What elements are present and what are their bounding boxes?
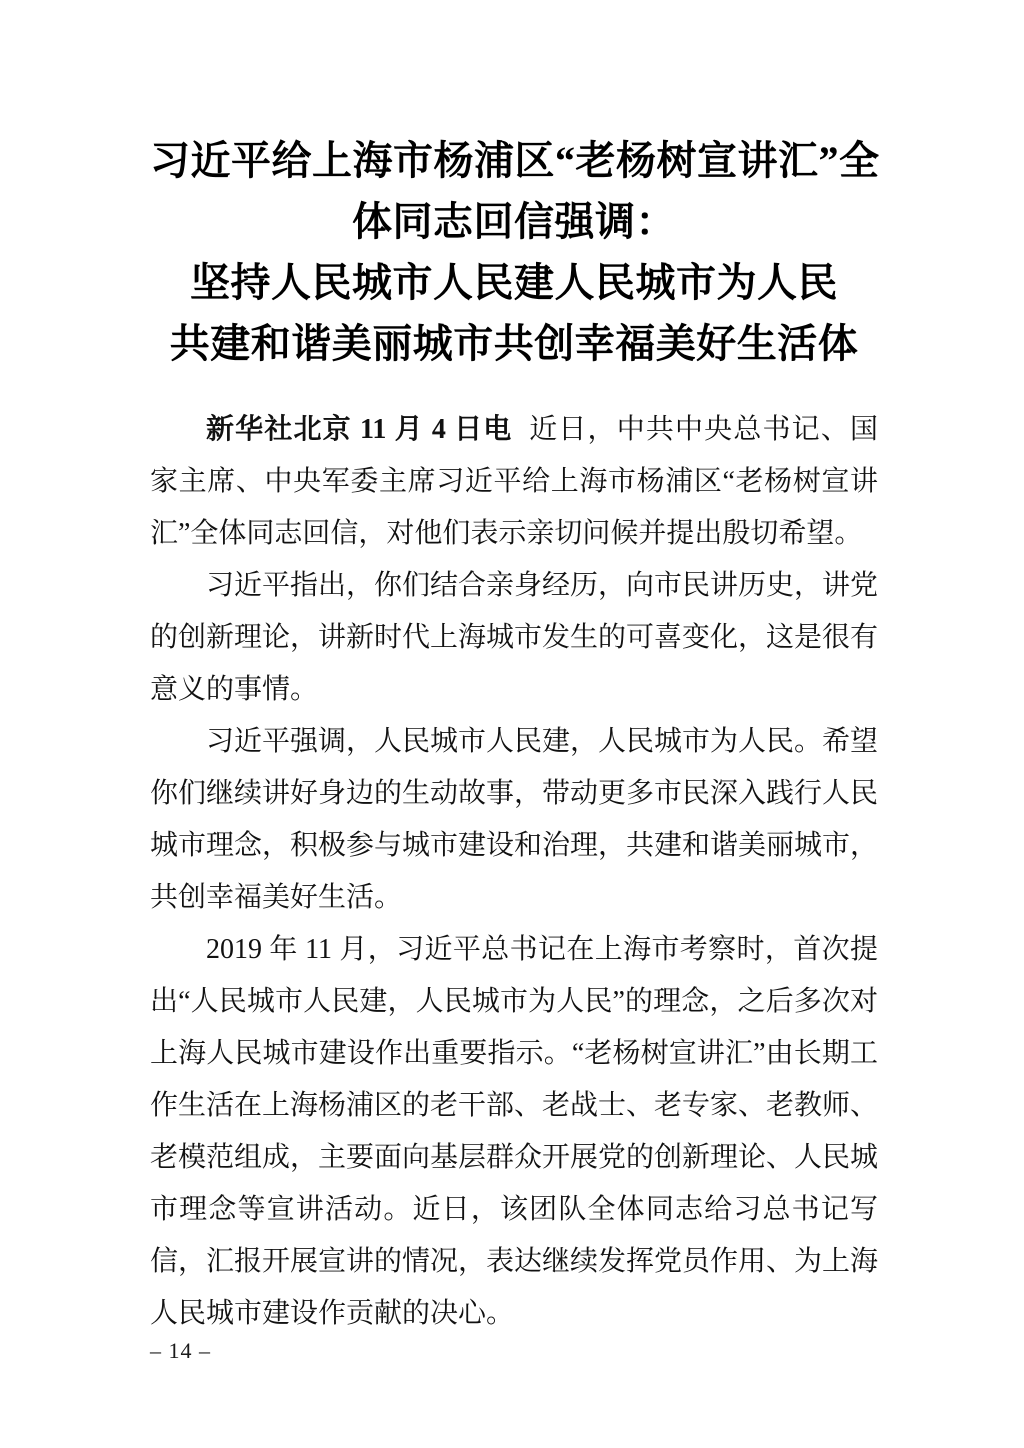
title-line-2: 体同志回信强调： [352,199,676,244]
document-content [150,130,878,1340]
document-body [150,404,878,1340]
title-line-4: 共建和谐美丽城市共创幸福美好生活体 [169,321,859,366]
dateline: 新华社北京 11 月 4 日电 [206,414,513,445]
title-line-1: 习近平给上海市杨浦区“老杨树宣讲汇”全 [150,138,880,183]
body-paragraph-2: 习近平指出，你们结合亲身经历，向市民讲历史，讲党的创新理论，讲新时代上海城市发生的可喜变化，这是很有意义的事情。 [150,570,879,705]
body-paragraph-4: 2019 年 11 月，习近平总书记在上海市考察时，首次提出“人民城市人民建，人民城市为人民”的理念，之后多次对上海人民城市建设作出重要指示。“老杨树宣讲汇”由长期工作生活在上海杨浦区的老干部、老战士、老专家、老教师、老模范组成，主要面向基层群众开展党的创新理论、人民城市理念等宣讲活动。近日，该团队全体同志给习总书记写信，汇报开展宣讲的情况，表达继续发挥党员作用、为上海人民城市建设作贡献的决心。 [150,934,879,1329]
document-title [150,130,878,374]
title-line-3: 坚持人民城市人民建人民城市为人民 [190,260,838,305]
body-paragraph-3: 习近平强调，人民城市人民建，人民城市为人民。希望你们继续讲好身边的生动故事，带动更多市民深入践行人民城市理念，积极参与城市建设和治理，共建和谐美丽城市，共创幸福美好生活。 [150,726,879,913]
body-paragraph-1 [150,404,878,560]
page-number: – 14 – [150,1338,211,1363]
paragraph-1-text: 近日，中共中央总书记、国家主席、中央军委主席习近平给上海市杨浦区“老杨树宣讲汇”全体同志回信，对他们表示亲切问候并提出殷切希望。 [150,414,878,549]
